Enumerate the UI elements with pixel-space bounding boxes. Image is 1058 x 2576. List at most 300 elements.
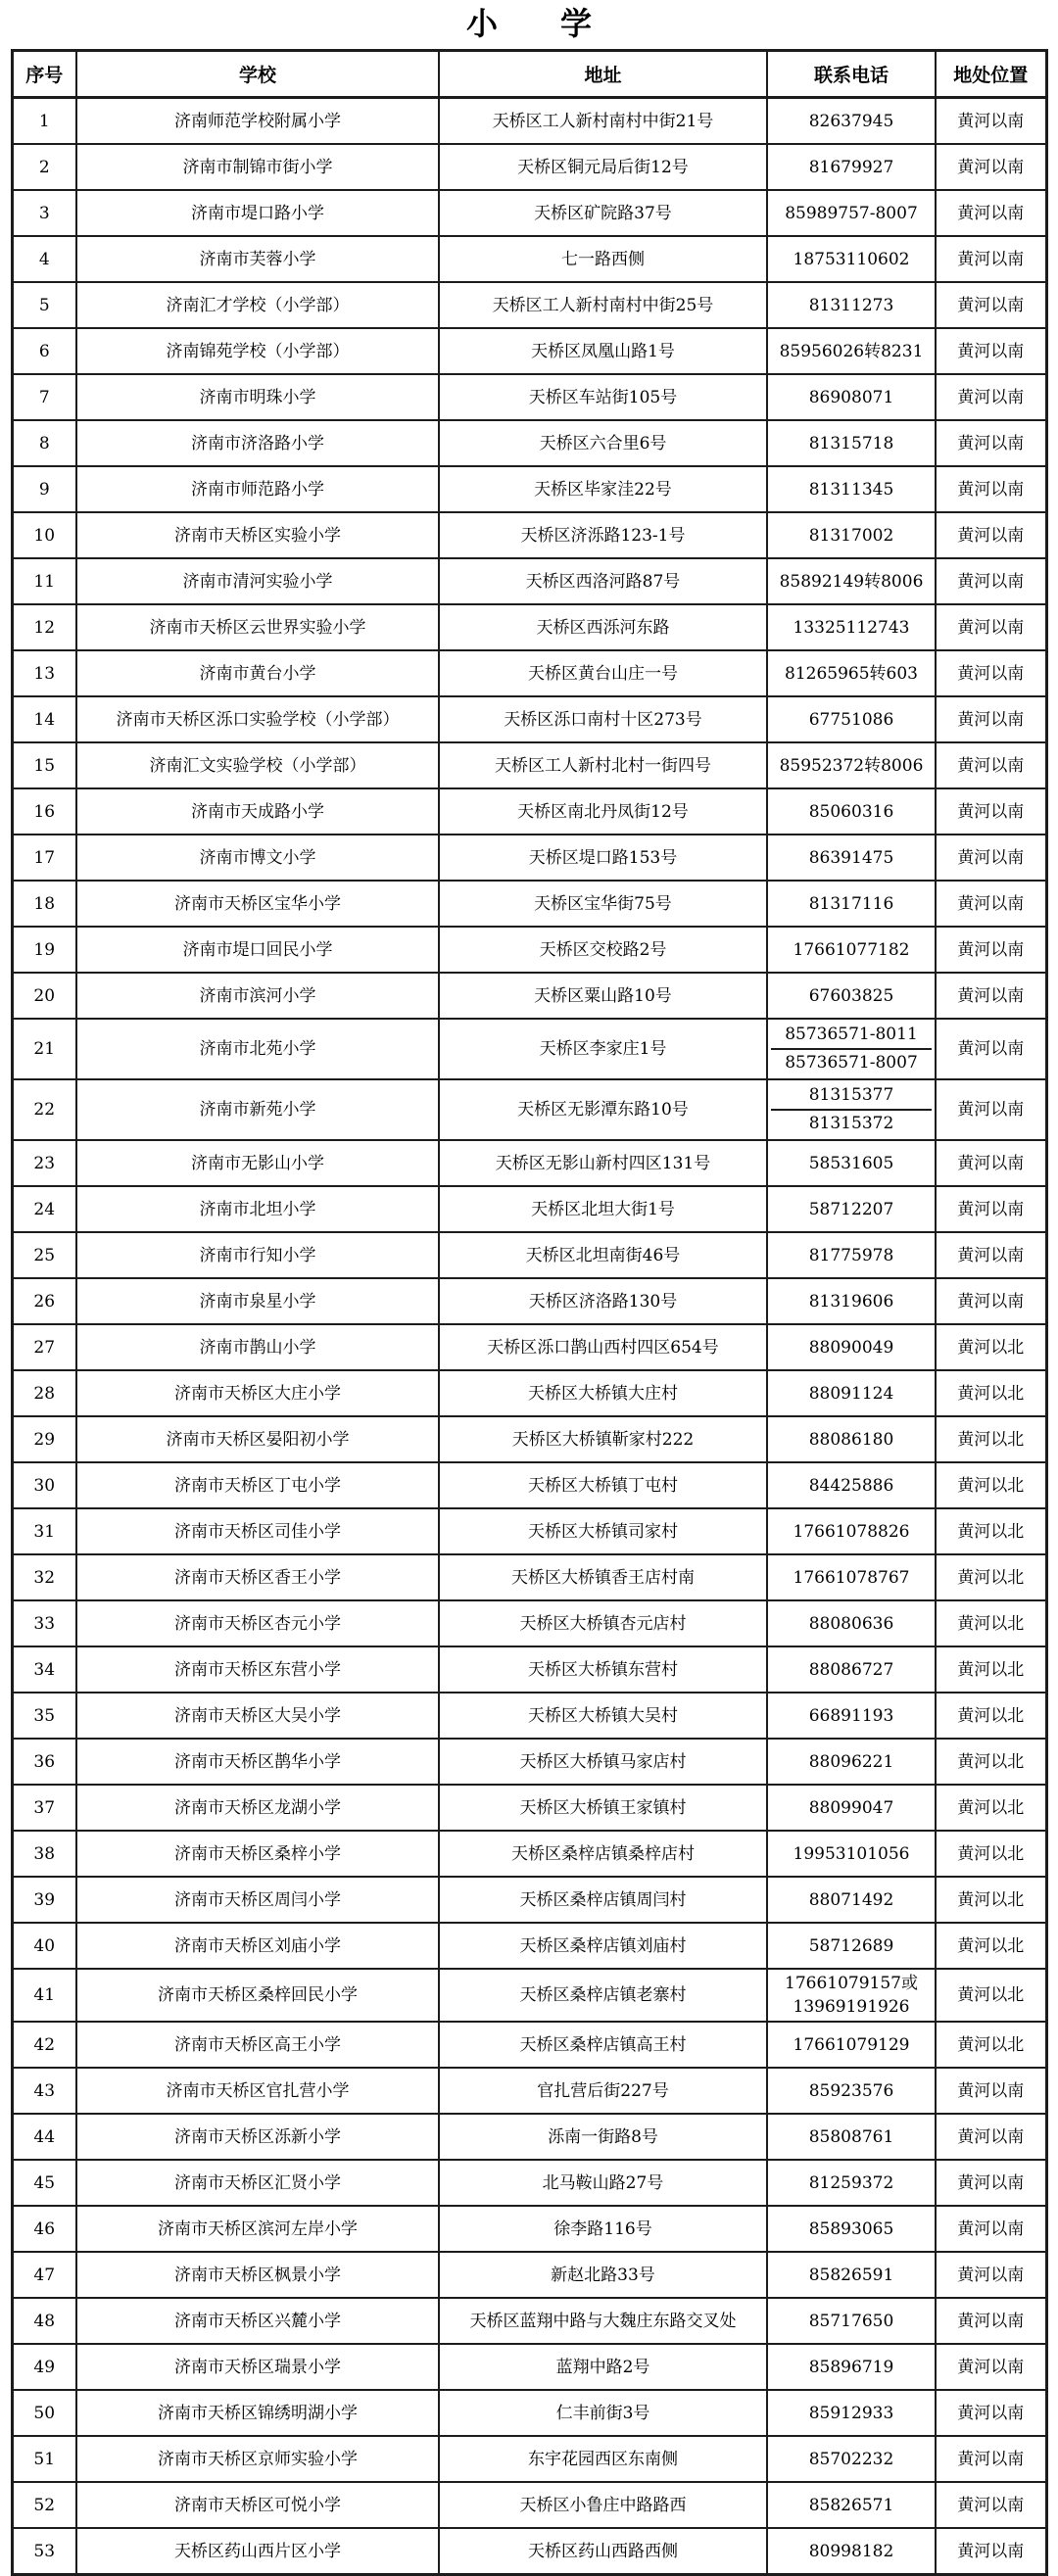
col-header-school: 学校 xyxy=(76,51,439,98)
address-cell: 天桥区大桥镇靳家村222 xyxy=(439,1416,767,1462)
address-cell: 天桥区桑梓店镇高王村 xyxy=(439,2022,767,2068)
row-number-cell: 46 xyxy=(12,2206,76,2252)
phone-cell: 85717650 xyxy=(767,2298,936,2344)
location-cell: 黄河以南 xyxy=(936,973,1046,1019)
phone-cell: 85892149转8006 xyxy=(767,558,936,604)
location-cell: 黄河以南 xyxy=(936,650,1046,696)
table-row xyxy=(12,1278,1046,1324)
school-cell: 济南市天桥区东营小学 xyxy=(76,1646,439,1693)
address-cell: 蓝翔中路2号 xyxy=(439,2344,767,2390)
location-cell: 黄河以南 xyxy=(936,2206,1046,2252)
phone-cell: 88086180 xyxy=(767,1416,936,1462)
school-cell: 济南市天桥区实验小学 xyxy=(76,512,439,558)
phone-cell: 58712689 xyxy=(767,1923,936,1969)
address-cell: 天桥区大桥镇大庄村 xyxy=(439,1370,767,1416)
phone-number: 13969191926 xyxy=(793,1997,910,2017)
table-row xyxy=(12,1019,1046,1079)
school-cell: 济南市天桥区瑞景小学 xyxy=(76,2344,439,2390)
school-cell: 济南市天桥区汇贤小学 xyxy=(76,2160,439,2206)
location-cell: 黄河以北 xyxy=(936,1693,1046,1739)
phone-cell xyxy=(767,1019,936,1079)
phone-cell: 80998182 xyxy=(767,2528,936,2575)
address-cell: 仁丰前街3号 xyxy=(439,2390,767,2436)
school-cell: 济南市无影山小学 xyxy=(76,1140,439,1186)
location-cell: 黄河以南 xyxy=(936,2436,1046,2482)
school-cell: 济南市堤口路小学 xyxy=(76,190,439,236)
row-number-cell: 11 xyxy=(12,558,76,604)
address-cell: 天桥区济洛路130号 xyxy=(439,1278,767,1324)
school-cell: 济南市博文小学 xyxy=(76,835,439,881)
phone-number-stack xyxy=(771,1022,932,1076)
phone-number-stack xyxy=(771,1972,932,2019)
table-row xyxy=(12,190,1046,236)
phone-number-stack xyxy=(771,1082,932,1137)
table-row xyxy=(12,2528,1046,2575)
table-row xyxy=(12,144,1046,190)
school-cell: 济南师范学校附属小学 xyxy=(76,98,439,145)
table-row xyxy=(12,420,1046,466)
school-cell: 济南市北苑小学 xyxy=(76,1019,439,1079)
table-row xyxy=(12,2298,1046,2344)
table-row xyxy=(12,1785,1046,1831)
location-cell: 黄河以南 xyxy=(936,1140,1046,1186)
row-number-cell: 1 xyxy=(12,98,76,145)
school-cell: 济南市黄台小学 xyxy=(76,650,439,696)
location-cell: 黄河以北 xyxy=(936,1508,1046,1554)
table-row xyxy=(12,512,1046,558)
table-row xyxy=(12,973,1046,1019)
address-cell: 天桥区粟山路10号 xyxy=(439,973,767,1019)
row-number-cell: 47 xyxy=(12,2252,76,2298)
address-cell: 七一路西侧 xyxy=(439,236,767,282)
phone-cell: 85826591 xyxy=(767,2252,936,2298)
location-cell: 黄河以南 xyxy=(936,2528,1046,2575)
location-cell: 黄河以南 xyxy=(936,144,1046,190)
school-cell: 济南市天桥区桑梓小学 xyxy=(76,1831,439,1877)
row-number-cell: 23 xyxy=(12,1140,76,1186)
address-cell: 天桥区工人新村南村中街21号 xyxy=(439,98,767,145)
school-cell: 济南市天桥区香王小学 xyxy=(76,1554,439,1600)
location-cell: 黄河以南 xyxy=(936,1232,1046,1278)
table-row xyxy=(12,1324,1046,1370)
location-cell: 黄河以北 xyxy=(936,1969,1046,2022)
location-cell: 黄河以南 xyxy=(936,742,1046,788)
phone-cell: 82637945 xyxy=(767,98,936,145)
phone-cell: 88096221 xyxy=(767,1739,936,1785)
school-cell: 济南市天桥区宝华小学 xyxy=(76,881,439,927)
row-number-cell: 45 xyxy=(12,2160,76,2206)
header-row xyxy=(12,51,1046,98)
table-row xyxy=(12,1646,1046,1693)
school-cell: 济南市天桥区京师实验小学 xyxy=(76,2436,439,2482)
phone-cell: 88091124 xyxy=(767,1370,936,1416)
school-cell: 济南市天桥区兴麓小学 xyxy=(76,2298,439,2344)
school-cell: 济南市天桥区高王小学 xyxy=(76,2022,439,2068)
address-cell: 天桥区大桥镇马家店村 xyxy=(439,1739,767,1785)
location-cell: 黄河以北 xyxy=(936,1324,1046,1370)
address-cell: 天桥区大桥镇香王店村南 xyxy=(439,1554,767,1600)
school-cell: 济南市清河实验小学 xyxy=(76,558,439,604)
address-cell: 天桥区大桥镇司家村 xyxy=(439,1508,767,1554)
phone-number: 81315372 xyxy=(771,1109,932,1137)
address-cell: 天桥区桑梓店镇老寨村 xyxy=(439,1969,767,2022)
location-cell: 黄河以北 xyxy=(936,1416,1046,1462)
address-cell: 徐李路116号 xyxy=(439,2206,767,2252)
address-cell: 天桥区交校路2号 xyxy=(439,927,767,973)
phone-cell: 18753110602 xyxy=(767,236,936,282)
school-cell: 济南汇才学校（小学部） xyxy=(76,282,439,328)
location-cell: 黄河以南 xyxy=(936,927,1046,973)
row-number-cell: 29 xyxy=(12,1416,76,1462)
table-row xyxy=(12,1508,1046,1554)
address-cell: 天桥区凤凰山路1号 xyxy=(439,328,767,374)
phone-number: 17661079157或 xyxy=(785,1974,918,1993)
location-cell: 黄河以北 xyxy=(936,1831,1046,1877)
row-number-cell: 44 xyxy=(12,2114,76,2160)
location-cell: 黄河以南 xyxy=(936,696,1046,742)
location-cell: 黄河以南 xyxy=(936,1019,1046,1079)
address-cell: 天桥区无影山新村四区131号 xyxy=(439,1140,767,1186)
row-number-cell: 20 xyxy=(12,973,76,1019)
address-cell: 天桥区工人新村北村一街四号 xyxy=(439,742,767,788)
phone-cell: 88086727 xyxy=(767,1646,936,1693)
location-cell: 黄河以南 xyxy=(936,1278,1046,1324)
phone-cell: 81775978 xyxy=(767,1232,936,1278)
location-cell: 黄河以北 xyxy=(936,1462,1046,1508)
phone-cell: 85923576 xyxy=(767,2068,936,2114)
phone-cell: 81315718 xyxy=(767,420,936,466)
row-number-cell: 37 xyxy=(12,1785,76,1831)
phone-cell: 85896719 xyxy=(767,2344,936,2390)
address-cell: 天桥区泺口鹊山西村四区654号 xyxy=(439,1324,767,1370)
col-header-address: 地址 xyxy=(439,51,767,98)
table-row xyxy=(12,835,1046,881)
phone-cell: 81265965转603 xyxy=(767,650,936,696)
address-cell: 天桥区车站街105号 xyxy=(439,374,767,420)
row-number-cell: 27 xyxy=(12,1324,76,1370)
table-row xyxy=(12,98,1046,145)
table-row xyxy=(12,1877,1046,1923)
address-cell: 天桥区大桥镇王家镇村 xyxy=(439,1785,767,1831)
phone-cell: 81317116 xyxy=(767,881,936,927)
school-cell: 济南市天桥区泺新小学 xyxy=(76,2114,439,2160)
row-number-cell: 13 xyxy=(12,650,76,696)
address-cell: 天桥区大桥镇杏元店村 xyxy=(439,1600,767,1646)
row-number-cell: 40 xyxy=(12,1923,76,1969)
address-cell: 天桥区蓝翔中路与大魏庄东路交叉处 xyxy=(439,2298,767,2344)
phone-cell: 66891193 xyxy=(767,1693,936,1739)
table-row xyxy=(12,1416,1046,1462)
school-cell: 济南汇文实验学校（小学部） xyxy=(76,742,439,788)
phone-cell: 67603825 xyxy=(767,973,936,1019)
phone-cell: 85702232 xyxy=(767,2436,936,2482)
phone-cell: 13325112743 xyxy=(767,604,936,650)
location-cell: 黄河以南 xyxy=(936,2344,1046,2390)
table-row xyxy=(12,1370,1046,1416)
row-number-cell: 41 xyxy=(12,1969,76,2022)
school-cell: 济南市堤口回民小学 xyxy=(76,927,439,973)
schools-table-body xyxy=(12,98,1046,2575)
school-cell: 济南市明珠小学 xyxy=(76,374,439,420)
location-cell: 黄河以南 xyxy=(936,374,1046,420)
phone-cell: 85060316 xyxy=(767,788,936,835)
school-cell: 济南市师范路小学 xyxy=(76,466,439,512)
school-cell: 济南市天成路小学 xyxy=(76,788,439,835)
table-row xyxy=(12,1831,1046,1877)
row-number-cell: 42 xyxy=(12,2022,76,2068)
row-number-cell: 50 xyxy=(12,2390,76,2436)
school-cell: 济南市天桥区桑梓回民小学 xyxy=(76,1969,439,2022)
location-cell: 黄河以南 xyxy=(936,1079,1046,1140)
location-cell: 黄河以南 xyxy=(936,2390,1046,2436)
row-number-cell: 16 xyxy=(12,788,76,835)
phone-cell: 85989757-8007 xyxy=(767,190,936,236)
location-cell: 黄河以南 xyxy=(936,881,1046,927)
table-row xyxy=(12,2206,1046,2252)
table-row xyxy=(12,927,1046,973)
table-row xyxy=(12,2252,1046,2298)
address-cell: 天桥区桑梓店镇周闫村 xyxy=(439,1877,767,1923)
phone-cell: 88099047 xyxy=(767,1785,936,1831)
table-row xyxy=(12,2390,1046,2436)
location-cell: 黄河以北 xyxy=(936,1877,1046,1923)
phone-cell: 85808761 xyxy=(767,2114,936,2160)
address-cell: 天桥区泺口南村十区273号 xyxy=(439,696,767,742)
address-cell: 天桥区黄台山庄一号 xyxy=(439,650,767,696)
location-cell: 黄河以南 xyxy=(936,2068,1046,2114)
address-cell: 天桥区李家庄1号 xyxy=(439,1019,767,1079)
table-row xyxy=(12,604,1046,650)
school-cell: 济南市天桥区晏阳初小学 xyxy=(76,1416,439,1462)
school-cell: 济南市行知小学 xyxy=(76,1232,439,1278)
school-cell: 济南市天桥区枫景小学 xyxy=(76,2252,439,2298)
row-number-cell: 21 xyxy=(12,1019,76,1079)
location-cell: 黄河以北 xyxy=(936,2022,1046,2068)
row-number-cell: 32 xyxy=(12,1554,76,1600)
address-cell: 天桥区济泺路123-1号 xyxy=(439,512,767,558)
location-cell: 黄河以北 xyxy=(936,1554,1046,1600)
location-cell: 黄河以南 xyxy=(936,1186,1046,1232)
row-number-cell: 2 xyxy=(12,144,76,190)
school-cell: 济南市天桥区大庄小学 xyxy=(76,1370,439,1416)
location-cell: 黄河以南 xyxy=(936,282,1046,328)
location-cell: 黄河以南 xyxy=(936,2252,1046,2298)
row-number-cell: 3 xyxy=(12,190,76,236)
table-row xyxy=(12,1600,1046,1646)
address-cell: 天桥区桑梓店镇刘庙村 xyxy=(439,1923,767,1969)
row-number-cell: 15 xyxy=(12,742,76,788)
table-row xyxy=(12,236,1046,282)
school-cell: 济南市芙蓉小学 xyxy=(76,236,439,282)
phone-cell: 58712207 xyxy=(767,1186,936,1232)
school-cell: 济南市天桥区周闫小学 xyxy=(76,1877,439,1923)
location-cell: 黄河以南 xyxy=(936,788,1046,835)
location-cell: 黄河以南 xyxy=(936,2482,1046,2528)
address-cell: 天桥区药山西路西侧 xyxy=(439,2528,767,2575)
address-cell: 泺南一街路8号 xyxy=(439,2114,767,2160)
school-cell: 济南市天桥区可悦小学 xyxy=(76,2482,439,2528)
row-number-cell: 6 xyxy=(12,328,76,374)
table-row xyxy=(12,2160,1046,2206)
phone-cell: 85912933 xyxy=(767,2390,936,2436)
address-cell: 天桥区六合里6号 xyxy=(439,420,767,466)
location-cell: 黄河以南 xyxy=(936,558,1046,604)
table-row xyxy=(12,2068,1046,2114)
location-cell: 黄河以南 xyxy=(936,2298,1046,2344)
phone-cell: 81679927 xyxy=(767,144,936,190)
address-cell: 天桥区桑梓店镇桑梓店村 xyxy=(439,1831,767,1877)
table-row xyxy=(12,1079,1046,1140)
row-number-cell: 34 xyxy=(12,1646,76,1693)
table-row xyxy=(12,466,1046,512)
address-cell: 天桥区铜元局后街12号 xyxy=(439,144,767,190)
address-cell: 东宇花园西区东南侧 xyxy=(439,2436,767,2482)
row-number-cell: 12 xyxy=(12,604,76,650)
school-cell: 济南锦苑学校（小学部） xyxy=(76,328,439,374)
table-row xyxy=(12,1693,1046,1739)
phone-cell: 81319606 xyxy=(767,1278,936,1324)
school-cell: 济南市滨河小学 xyxy=(76,973,439,1019)
school-cell: 济南市天桥区鹊华小学 xyxy=(76,1739,439,1785)
phone-cell: 17661079129 xyxy=(767,2022,936,2068)
address-cell: 天桥区工人新村南村中街25号 xyxy=(439,282,767,328)
school-cell: 济南市制锦市街小学 xyxy=(76,144,439,190)
row-number-cell: 19 xyxy=(12,927,76,973)
page-title: 小 学 xyxy=(465,5,592,42)
phone-cell: 17661077182 xyxy=(767,927,936,973)
table-row xyxy=(12,1923,1046,1969)
row-number-cell: 24 xyxy=(12,1186,76,1232)
phone-cell: 81311273 xyxy=(767,282,936,328)
schools-table xyxy=(11,49,1048,2576)
location-cell: 黄河以北 xyxy=(936,1785,1046,1831)
row-number-cell: 28 xyxy=(12,1370,76,1416)
row-number-cell: 38 xyxy=(12,1831,76,1877)
school-cell: 济南市天桥区丁屯小学 xyxy=(76,1462,439,1508)
location-cell: 黄河以南 xyxy=(936,604,1046,650)
row-number-cell: 52 xyxy=(12,2482,76,2528)
phone-cell xyxy=(767,1079,936,1140)
row-number-cell: 10 xyxy=(12,512,76,558)
phone-cell: 86391475 xyxy=(767,835,936,881)
phone-cell: 67751086 xyxy=(767,696,936,742)
location-cell: 黄河以南 xyxy=(936,328,1046,374)
table-row xyxy=(12,1969,1046,2022)
table-row xyxy=(12,2022,1046,2068)
phone-number: 81315377 xyxy=(808,1085,894,1105)
location-cell: 黄河以南 xyxy=(936,420,1046,466)
table-row xyxy=(12,881,1046,927)
phone-cell: 88090049 xyxy=(767,1324,936,1370)
phone-cell: 85893065 xyxy=(767,2206,936,2252)
row-number-cell: 30 xyxy=(12,1462,76,1508)
table-row xyxy=(12,2344,1046,2390)
row-number-cell: 17 xyxy=(12,835,76,881)
table-row xyxy=(12,2436,1046,2482)
school-cell: 济南市天桥区锦绣明湖小学 xyxy=(76,2390,439,2436)
address-cell: 天桥区北坦南街46号 xyxy=(439,1232,767,1278)
row-number-cell: 22 xyxy=(12,1079,76,1140)
table-row xyxy=(12,2482,1046,2528)
location-cell: 黄河以北 xyxy=(936,1646,1046,1693)
location-cell: 黄河以北 xyxy=(936,1739,1046,1785)
phone-cell: 17661078826 xyxy=(767,1508,936,1554)
phone-cell: 81317002 xyxy=(767,512,936,558)
address-cell: 天桥区堤口路153号 xyxy=(439,835,767,881)
school-cell: 济南市天桥区杏元小学 xyxy=(76,1600,439,1646)
row-number-cell: 7 xyxy=(12,374,76,420)
address-cell: 天桥区西泺河东路 xyxy=(439,604,767,650)
phone-cell: 19953101056 xyxy=(767,1831,936,1877)
row-number-cell: 8 xyxy=(12,420,76,466)
phone-cell: 88071492 xyxy=(767,1877,936,1923)
phone-cell: 81311345 xyxy=(767,466,936,512)
table-row xyxy=(12,1739,1046,1785)
table-row xyxy=(12,742,1046,788)
address-cell: 天桥区大桥镇东营村 xyxy=(439,1646,767,1693)
school-cell: 济南市天桥区司佳小学 xyxy=(76,1508,439,1554)
table-row xyxy=(12,282,1046,328)
table-row xyxy=(12,788,1046,835)
row-number-cell: 18 xyxy=(12,881,76,927)
table-row xyxy=(12,1232,1046,1278)
phone-number: 85736571-8007 xyxy=(771,1048,932,1076)
phone-cell: 85956026转8231 xyxy=(767,328,936,374)
address-cell: 天桥区毕家洼22号 xyxy=(439,466,767,512)
location-cell: 黄河以南 xyxy=(936,512,1046,558)
table-row xyxy=(12,1554,1046,1600)
phone-cell: 86908071 xyxy=(767,374,936,420)
table-row xyxy=(12,650,1046,696)
row-number-cell: 49 xyxy=(12,2344,76,2390)
row-number-cell: 51 xyxy=(12,2436,76,2482)
location-cell: 黄河以南 xyxy=(936,2114,1046,2160)
address-cell: 天桥区宝华街75号 xyxy=(439,881,767,927)
address-cell: 天桥区小鲁庄中路路西 xyxy=(439,2482,767,2528)
school-cell: 济南市天桥区刘庙小学 xyxy=(76,1923,439,1969)
school-cell: 济南市天桥区泺口实验学校（小学部） xyxy=(76,696,439,742)
address-cell: 天桥区无影潭东路10号 xyxy=(439,1079,767,1140)
col-header-phone: 联系电话 xyxy=(767,51,936,98)
row-number-cell: 48 xyxy=(12,2298,76,2344)
school-cell: 济南市新苑小学 xyxy=(76,1079,439,1140)
phone-cell xyxy=(767,1969,936,2022)
location-cell: 黄河以北 xyxy=(936,1370,1046,1416)
row-number-cell: 25 xyxy=(12,1232,76,1278)
school-cell: 济南市天桥区龙湖小学 xyxy=(76,1785,439,1831)
table-row xyxy=(12,1140,1046,1186)
school-cell: 济南市泉星小学 xyxy=(76,1278,439,1324)
table-row xyxy=(12,1462,1046,1508)
table-row xyxy=(12,696,1046,742)
row-number-cell: 35 xyxy=(12,1693,76,1739)
row-number-cell: 43 xyxy=(12,2068,76,2114)
phone-cell: 81259372 xyxy=(767,2160,936,2206)
school-cell: 济南市鹊山小学 xyxy=(76,1324,439,1370)
phone-cell: 84425886 xyxy=(767,1462,936,1508)
address-cell: 天桥区南北丹凤街12号 xyxy=(439,788,767,835)
location-cell: 黄河以南 xyxy=(936,466,1046,512)
school-cell: 济南市天桥区官扎营小学 xyxy=(76,2068,439,2114)
location-cell: 黄河以北 xyxy=(936,1600,1046,1646)
row-number-cell: 39 xyxy=(12,1877,76,1923)
address-cell: 北马鞍山路27号 xyxy=(439,2160,767,2206)
table-row xyxy=(12,374,1046,420)
row-number-cell: 31 xyxy=(12,1508,76,1554)
address-cell: 官扎营后街227号 xyxy=(439,2068,767,2114)
school-cell: 济南市天桥区滨河左岸小学 xyxy=(76,2206,439,2252)
location-cell: 黄河以南 xyxy=(936,236,1046,282)
